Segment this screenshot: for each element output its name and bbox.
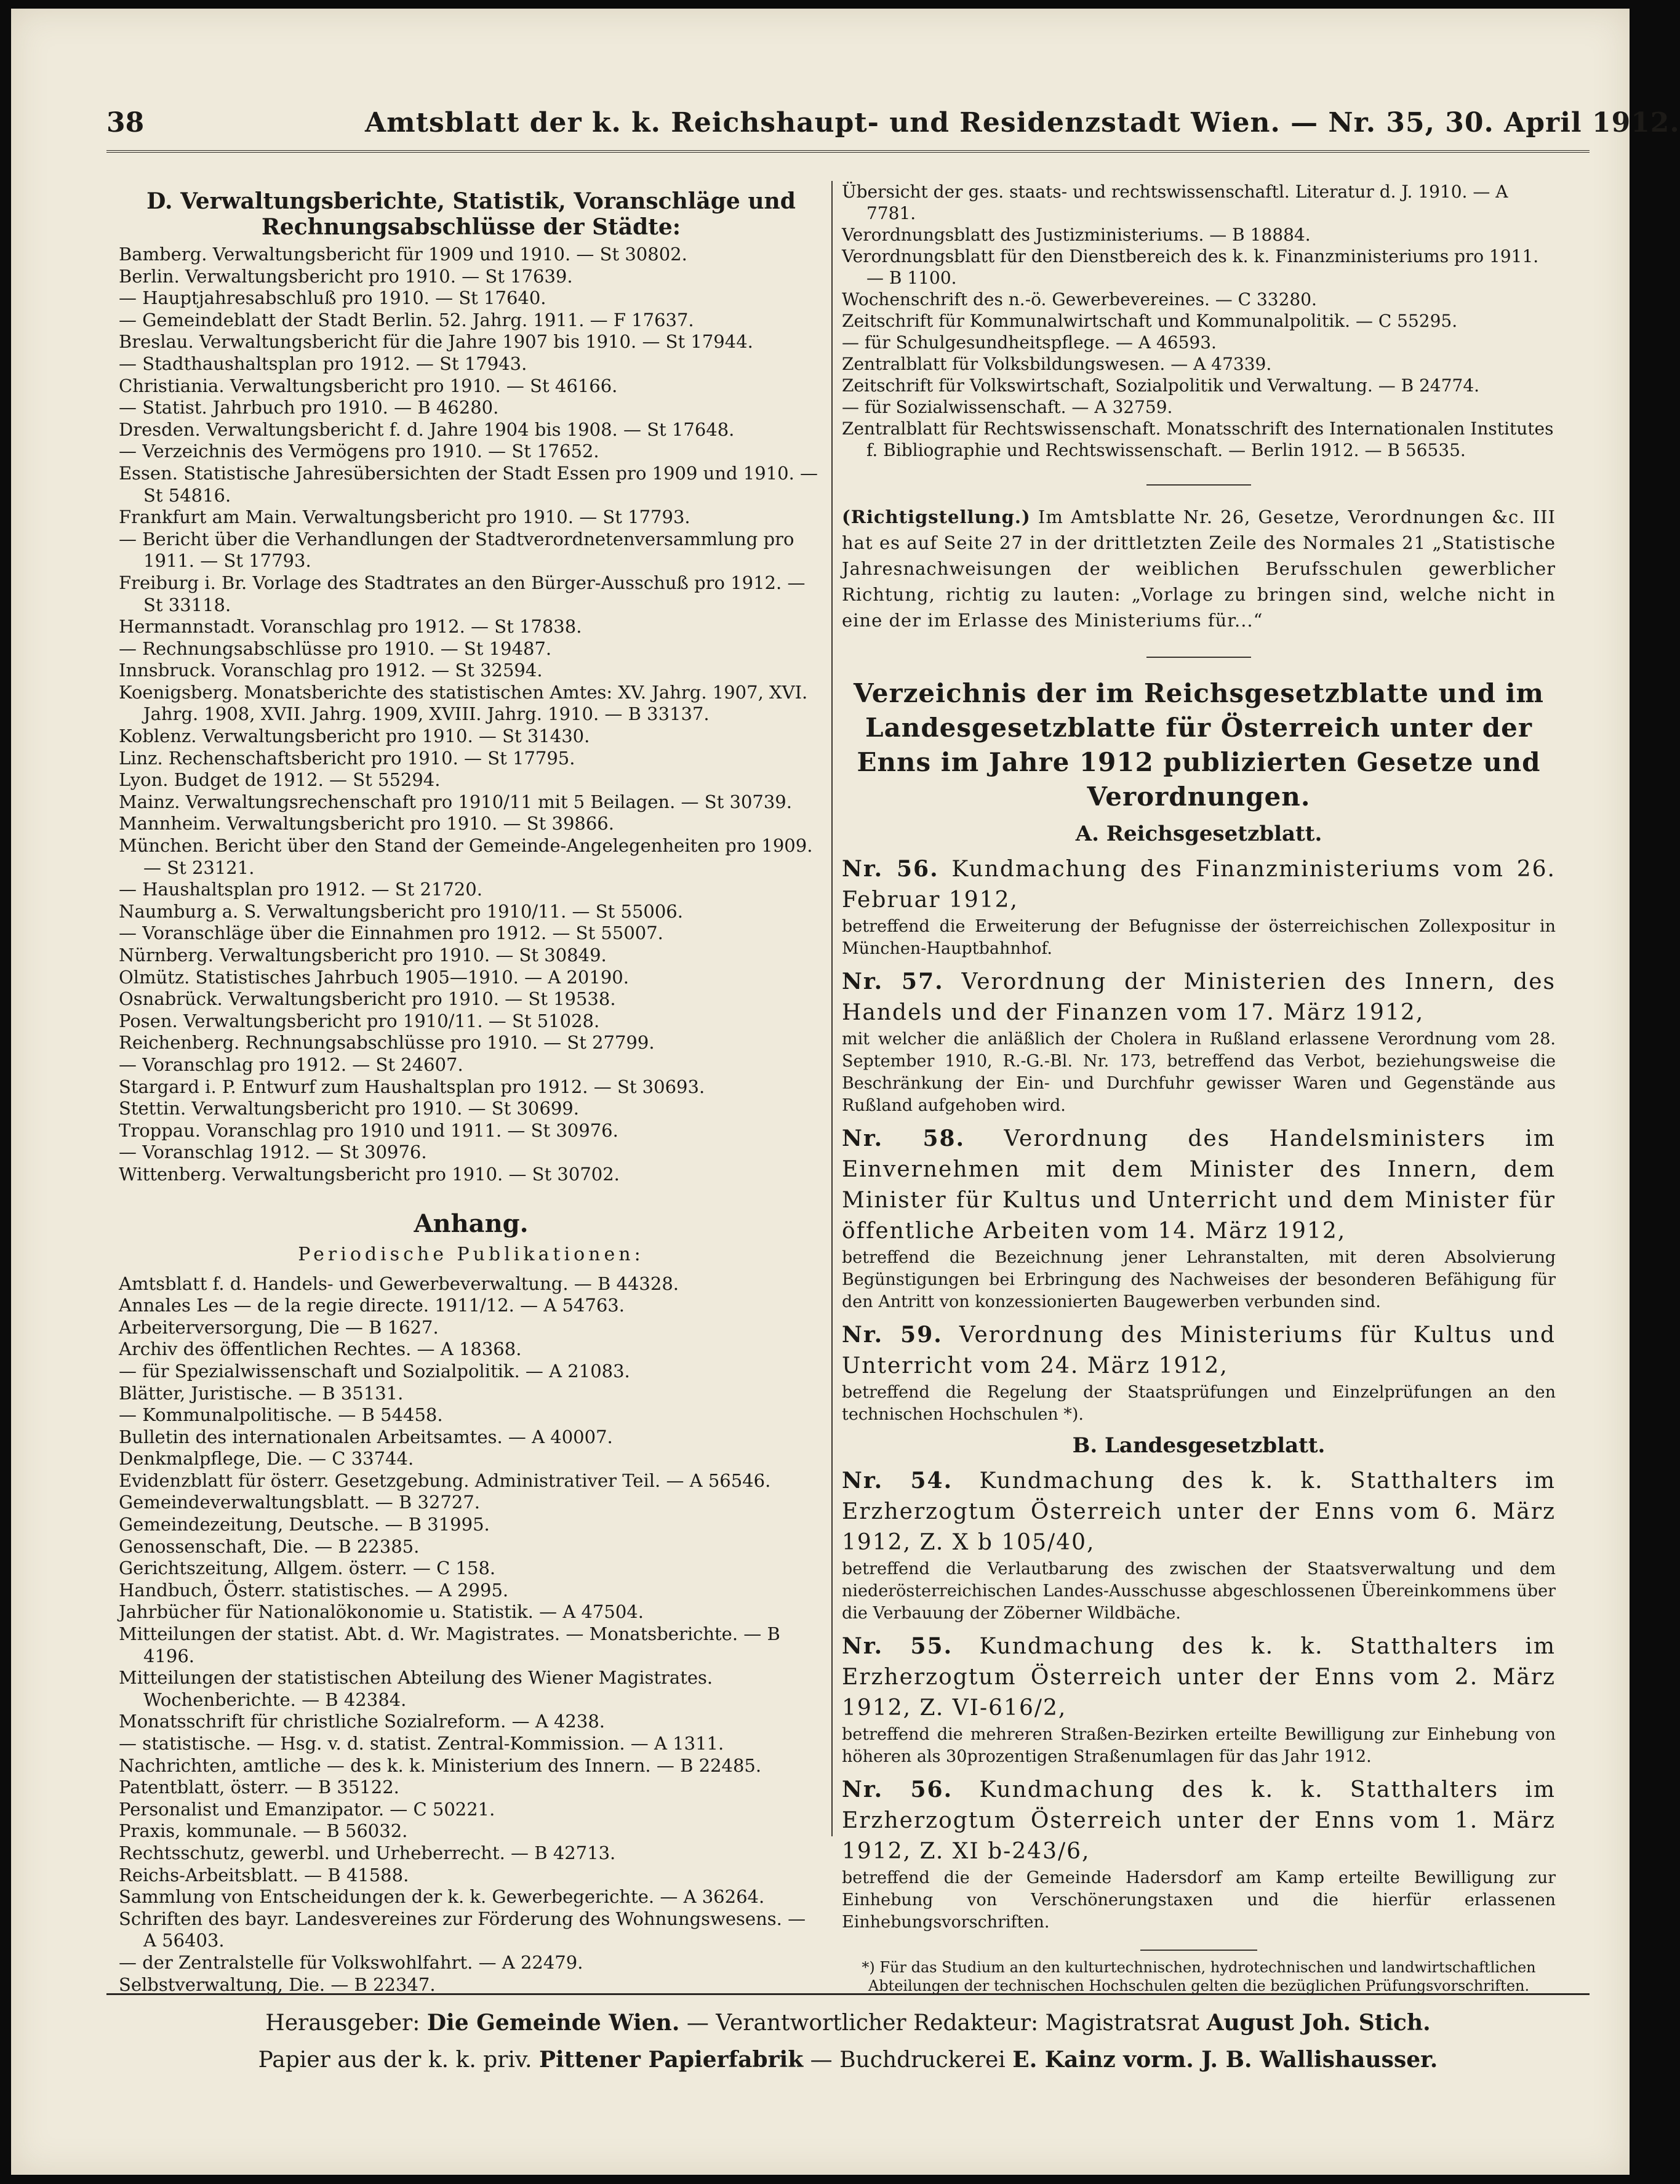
law-number: Nr. 59. bbox=[842, 1322, 943, 1348]
list-item: Verordnungsblatt für den Dienstbereich des k. k. Finanzministeriums pro 1911. — B 1100. bbox=[842, 246, 1539, 288]
list-item: — Hauptjahresabschluß pro 1910. — St 17640. bbox=[119, 287, 546, 309]
list-item: Selbstverwaltung, Die. — B 22347. bbox=[119, 1974, 436, 1995]
law-heading bbox=[842, 1123, 1556, 1247]
list-item: Bamberg. Verwaltungsbericht für 1909 und 1910. — St 30802. bbox=[119, 244, 687, 265]
footer-printer: E. Kainz vorm. J. B. Wallishausser. bbox=[1012, 2047, 1438, 2073]
list-item: Hermannstadt. Voranschlag pro 1912. — St 17838. bbox=[119, 616, 582, 638]
list-item: — Verzeichnis des Vermögens pro 1910. — St 17652. bbox=[119, 441, 599, 462]
list-item: Zeitschrift für Volkswirtschaft, Sozialpolitik und Verwaltung. — B 24774. bbox=[842, 375, 1480, 396]
footer-paper-mill: Pittener Papierfabrik bbox=[538, 2047, 804, 2073]
law-entry bbox=[842, 1774, 1556, 1934]
list-item: Dresden. Verwaltungsbericht f. d. Jahre 1904 bis 1908. — St 17648. bbox=[119, 418, 735, 440]
law-entry bbox=[842, 1319, 1556, 1426]
law-number: Nr. 57. bbox=[842, 969, 944, 994]
list-item: — Voranschläge über die Einnahmen pro 1912. — St 55007. bbox=[119, 922, 663, 944]
law-entry bbox=[842, 1631, 1556, 1768]
list-item: — Statist. Jahrbuch pro 1910. — B 46280. bbox=[119, 397, 499, 418]
landesgesetzblatt-list bbox=[842, 1465, 1556, 1934]
law-heading bbox=[842, 1319, 1556, 1382]
correction-text: Im Amtsblatte Nr. 26, Gesetze, Verordnungen &c. III hat es auf Seite 27 in der drittletzten Zeile des Normales 21 „Statistische Jahresnachweisungen der weiblichen Berufsschulen gewerblicher Richtung, richtig zu lauten: „Vorlage zu bringen sind, welche nicht in eine der im Erlasse des Ministeriums für...“ bbox=[842, 506, 1556, 631]
list-item: Annales Les — de la regie directe. 1911/12. — A 54763. bbox=[119, 1295, 625, 1316]
list-item: Übersicht der ges. staats- und rechtswissenschaftl. Literatur d. J. 1910. — A 7781. bbox=[842, 182, 1508, 223]
law-title: Verordnung der Ministerien des Innern, des Handels und der Finanzen vom 17. März 1912, bbox=[842, 969, 1556, 1025]
list-item: Wochenschrift des n.-ö. Gewerbevereines. — C 33280. bbox=[842, 289, 1317, 310]
law-register-title: Verzeichnis der im Reichsgesetzblatte und im Landesgesetzblatte für Österreich unter der Enns im Jahre 1912 publizierten Gesetze und Verordnungen. bbox=[853, 678, 1544, 812]
list-item: Breslau. Verwaltungsbericht für die Jahre 1907 bis 1910. — St 17944. bbox=[119, 331, 753, 353]
list-item: Stettin. Verwaltungsbericht pro 1910. — St 30699. bbox=[119, 1098, 579, 1119]
list-item: Amtsblatt f. d. Handels- und Gewerbeverwaltung. — B 44328. bbox=[119, 1273, 679, 1294]
reichsgesetzblatt-list bbox=[842, 854, 1556, 1426]
list-item: — Stadthaushaltsplan pro 1912. — St 17943. bbox=[119, 353, 527, 374]
law-detail: mit welcher die anläßlich der Cholera in Rußland erlassene Verordnung vom 28. September 1910, R.-G.-Bl. Nr. 173, betreffend das Verbot, beziehungsweise die Beschränkung der Ein- und Durchfuhr gewisser Waren und Gegenstände aus Rußland aufgehoben wird. bbox=[842, 1030, 1556, 1115]
list-item: München. Bericht über den Stand der Gemeinde-Angelegenheiten pro 1909. — St 23121. bbox=[119, 835, 813, 878]
list-item: Mannheim. Verwaltungsbericht pro 1910. — St 39866. bbox=[119, 813, 614, 834]
list-item: — Bericht über die Verhandlungen der Stadtverordnetenversammlung pro 1911. — St 17793. bbox=[119, 528, 794, 572]
list-item: Wittenberg. Verwaltungsbericht pro 1910. — St 30702. bbox=[119, 1163, 620, 1185]
law-entry bbox=[842, 1123, 1556, 1313]
list-item: Freiburg i. Br. Vorlage des Stadtrates an den Bürger-Ausschuß pro 1912. — St 33118. bbox=[119, 572, 806, 615]
list-item: Nürnberg. Verwaltungsbericht pro 1910. — St 30849. bbox=[119, 945, 607, 966]
list-item: Mitteilungen der statist. Abt. d. Wr. Magistrates. — Monatsberichte. — B 4196. bbox=[119, 1623, 780, 1666]
list-item: — statistische. — Hsg. v. d. statist. Zentral-Kommission. — A 1311. bbox=[119, 1733, 724, 1754]
list-item: Zeitschrift für Kommunalwirtschaft und Kommunalpolitik. — C 55295. bbox=[842, 311, 1458, 331]
list-item: Denkmalpflege, Die. — C 33744. bbox=[119, 1448, 414, 1470]
list-item: — Gemeindeblatt der Stadt Berlin. 52. Jahrg. 1911. — F 17637. bbox=[119, 309, 694, 330]
left-column bbox=[119, 181, 823, 1995]
list-item: Stargard i. P. Entwurf zum Haushaltsplan pro 1912. — St 30693. bbox=[119, 1076, 705, 1097]
law-detail: betreffend die Verlautbarung des zwischen der Staatsverwaltung und dem niederösterreichischen Landes-Ausschusse abgeschlossenen Übereinkommens über die Verbauung der Zöberner Wildbäche. bbox=[842, 1559, 1556, 1623]
list-item: — Voranschlag pro 1912. — St 24607. bbox=[119, 1054, 463, 1075]
list-item: Evidenzblatt für österr. Gesetzgebung. Administrativer Teil. — A 56546. bbox=[119, 1470, 771, 1491]
law-number: Nr. 55. bbox=[842, 1633, 953, 1659]
law-heading bbox=[842, 854, 1556, 916]
list-item: Koenigsberg. Monatsberichte des statistischen Amtes: XV. Jahrg. 1907, XVI. Jahrg. 1908, XVII. Jahrg. 1909, XVIII. Jahrg. 1910. — B 33137. bbox=[119, 681, 808, 725]
list-item: Patentblatt, österr. — B 35122. bbox=[119, 1777, 399, 1798]
list-item: Innsbruck. Voranschlag pro 1912. — St 32594. bbox=[119, 660, 543, 681]
footer-printer-prefix: — Buchdruckerei bbox=[810, 2047, 1006, 2073]
separator-rule bbox=[1146, 484, 1251, 486]
law-number: Nr. 56. bbox=[842, 1777, 953, 1802]
list-item: Handbuch, Österr. statistisches. — A 2995. bbox=[119, 1579, 509, 1601]
list-item: — Kommunalpolitische. — B 54458. bbox=[119, 1404, 443, 1426]
list-item: Reichs-Arbeitsblatt. — B 41588. bbox=[119, 1864, 409, 1886]
city-report-list bbox=[119, 244, 823, 1186]
header-rule bbox=[106, 150, 1590, 153]
list-item: Gemeindezeitung, Deutsche. — B 31995. bbox=[119, 1514, 490, 1535]
list-item: Genossenschaft, Die. — B 22385. bbox=[119, 1535, 420, 1557]
law-detail: betreffend die Erweiterung der Befugnisse der österreichischen Zollexpositur in München-Hauptbahnhof. bbox=[842, 917, 1556, 958]
law-entry bbox=[842, 854, 1556, 960]
law-title: Verordnung des Ministeriums für Kultus und Unterricht vom 24. März 1912, bbox=[842, 1322, 1556, 1378]
law-number: Nr. 58. bbox=[842, 1126, 966, 1151]
footer-rule bbox=[106, 1993, 1590, 1995]
law-heading bbox=[842, 1465, 1556, 1558]
list-item: Reichenberg. Rechnungsabschlüsse pro 1910. — St 27799. bbox=[119, 1032, 655, 1054]
periodicals-list-continued bbox=[842, 181, 1556, 461]
list-item: Blätter, Juristische. — B 35131. bbox=[119, 1382, 404, 1404]
law-number: Nr. 56. bbox=[842, 856, 939, 882]
list-item: Linz. Rechenschaftsbericht pro 1910. — St 17795. bbox=[119, 747, 575, 769]
section-a-heading: A. Reichsgesetzblatt. bbox=[1075, 822, 1322, 846]
list-item: Frankfurt am Main. Verwaltungsbericht pro 1910. — St 17793. bbox=[119, 506, 690, 528]
correction-lead: (Richtigstellung.) bbox=[842, 506, 1031, 527]
footer-publisher: Die Gemeinde Wien. bbox=[426, 2010, 680, 2036]
footnote-rule bbox=[1140, 1950, 1257, 1951]
list-item: Personalist und Emanzipator. — C 50221. bbox=[119, 1798, 495, 1820]
list-item: Troppau. Voranschlag pro 1910 und 1911. — St 30976. bbox=[119, 1119, 618, 1141]
correction-notice bbox=[842, 504, 1556, 633]
list-item: Mitteilungen der statistischen Abteilung des Wiener Magistrates. Wochenberichte. — B 42384. bbox=[119, 1667, 713, 1710]
list-item: Koblenz. Verwaltungsbericht pro 1910. — St 31430. bbox=[119, 726, 590, 747]
page-number: 38 bbox=[106, 107, 145, 138]
list-item: Sammlung von Entscheidungen der k. k. Gewerbegerichte. — A 36264. bbox=[119, 1886, 765, 1908]
list-item: — Haushaltsplan pro 1912. — St 21720. bbox=[119, 879, 482, 900]
list-item: Arbeiterversorgung, Die — B 1627. bbox=[119, 1316, 439, 1338]
list-item: — für Sozialwissenschaft. — A 32759. bbox=[842, 397, 1173, 417]
list-item: Zentralblatt für Volksbildungswesen. — A 47339. bbox=[842, 354, 1272, 374]
list-item: Posen. Verwaltungsbericht pro 1910/11. — St 51028. bbox=[119, 1010, 600, 1031]
list-item: Naumburg a. S. Verwaltungsbericht pro 1910/11. — St 55006. bbox=[119, 900, 683, 922]
list-item: Nachrichten, amtliche — des k. k. Ministerium des Innern. — B 22485. bbox=[119, 1754, 762, 1776]
list-item: Gerichtszeitung, Allgem. österr. — C 158. bbox=[119, 1558, 496, 1579]
list-item: Verordnungsblatt des Justizministeriums. — B 18884. bbox=[842, 225, 1311, 245]
list-item: Mainz. Verwaltungsrechenschaft pro 1910/11 mit 5 Beilagen. — St 30739. bbox=[119, 791, 792, 812]
law-detail: betreffend die der Gemeinde Hadersdorf am Kamp erteilte Bewilligung zur Einhebung von Verschönerungstaxen und die hierfür erlassenen Einhebungsvorschriften. bbox=[842, 1868, 1556, 1932]
list-item: — für Schulgesundheitspflege. — A 46593. bbox=[842, 332, 1217, 353]
law-title: Kundmachung des k. k. Statthalters im Erzherzogtum Österreich unter der Enns vom 6. März 1912, Z. X b 105/40, bbox=[842, 1468, 1556, 1555]
list-item: Christiania. Verwaltungsbericht pro 1910. — St 46166. bbox=[119, 375, 618, 396]
page-header bbox=[106, 101, 1680, 156]
list-item: Gemeindeverwaltungsblatt. — B 32727. bbox=[119, 1492, 481, 1513]
footer-editor-prefix: — Verantwortlicher Redakteur: Magistratsrat bbox=[686, 2010, 1200, 2036]
law-heading bbox=[842, 966, 1556, 1028]
list-item: Monatsschrift für christliche Sozialreform. — A 4238. bbox=[119, 1711, 605, 1732]
law-heading bbox=[842, 1631, 1556, 1724]
list-item: Olmütz. Statistisches Jahrbuch 1905—1910. — A 20190. bbox=[119, 966, 629, 988]
list-item: Berlin. Verwaltungsbericht pro 1910. — St 17639. bbox=[119, 265, 573, 287]
list-item: Archiv des öffentlichen Rechtes. — A 18368. bbox=[119, 1338, 522, 1360]
law-entry bbox=[842, 1465, 1556, 1625]
footer-editor: August Joh. Stich. bbox=[1206, 2010, 1431, 2036]
list-item: — für Spezialwissenschaft und Sozialpolitik. — A 21083. bbox=[119, 1360, 630, 1382]
column-divider bbox=[831, 181, 833, 1836]
law-detail: betreffend die Bezeichnung jener Lehranstalten, mit deren Absolvierung Begünstigungen bei Erbringung des Nachweises der besonderen Befähigung für den Antritt von konzessionierten Baugewerben verbunden sind. bbox=[842, 1248, 1556, 1311]
law-title: Kundmachung des Finanzministeriums vom 26. Februar 1912, bbox=[842, 857, 1556, 913]
list-item: — Voranschlag 1912. — St 30976. bbox=[119, 1142, 427, 1163]
footer-paper-prefix: Papier aus der k. k. priv. bbox=[258, 2047, 532, 2073]
law-detail: betreffend die Regelung der Staatsprüfungen und Einzelprüfungen an den technischen Hochschulen *). bbox=[842, 1383, 1556, 1424]
law-title: Kundmachung des k. k. Statthalters im Erzherzogtum Österreich unter der Enns vom 2. März 1912, Z. VI-616/2, bbox=[842, 1634, 1556, 1721]
newspaper-page bbox=[11, 9, 1680, 2175]
list-item: Rechtsschutz, gewerbl. und Urheberrecht. — B 42713. bbox=[119, 1842, 616, 1863]
anhang-title: Anhang. bbox=[414, 1209, 529, 1238]
right-column bbox=[842, 181, 1556, 1994]
list-item: Osnabrück. Verwaltungsbericht pro 1910. — St 19538. bbox=[119, 988, 616, 1010]
law-detail: betreffend die mehreren Straßen-Bezirken erteilte Bewilligung zur Einhebung von höheren als 30prozentigen Straßenumlagen für das Jahr 1912. bbox=[842, 1725, 1556, 1766]
periodicals-list bbox=[119, 1273, 823, 1996]
law-title: Kundmachung des k. k. Statthalters im Erzherzogtum Österreich unter der Enns vom 1. März 1912, Z. XI b-243/6, bbox=[842, 1777, 1556, 1864]
list-item: Schriften des bayr. Landesvereines zur Förderung des Wohnungswesens. — A 56403. bbox=[119, 1908, 806, 1951]
footer-publisher-prefix: Herausgeber: bbox=[265, 2010, 420, 2036]
list-item: Jahrbücher für Nationalökonomie u. Statistik. — A 47504. bbox=[119, 1601, 644, 1623]
list-item: — der Zentralstelle für Volkswohlfahrt. — A 22479. bbox=[119, 1951, 583, 1973]
list-item: Lyon. Budget de 1912. — St 55294. bbox=[119, 769, 441, 791]
list-item: — Rechnungsabschlüsse pro 1910. — St 19487. bbox=[119, 638, 552, 659]
footnote: *) Für das Studium an den kulturtechnischen, hydrotechnischen und landwirtschaftlichen Abteilungen der technischen Hochschulen gelten die bezüglichen Prüfungsvorschriften. bbox=[862, 1959, 1536, 1994]
law-heading bbox=[842, 1774, 1556, 1867]
footer-publisher-line bbox=[106, 2009, 1590, 2038]
list-item: Zentralblatt für Rechtswissenschaft. Monatsschrift des Internationalen Institutes f. Bibliographie und Rechtswissenschaft. — Berlin 1912. — B 56535. bbox=[842, 418, 1554, 460]
section-b-heading: B. Landesgesetzblatt. bbox=[1072, 1433, 1326, 1458]
anhang-subtitle: Periodische Publikationen: bbox=[298, 1243, 644, 1265]
law-number: Nr. 54. bbox=[842, 1468, 953, 1494]
masthead-title: Amtsblatt der k. k. Reichshaupt- und Residenzstadt Wien. — Nr. 35, 30. April 1912. bbox=[365, 107, 1680, 138]
list-item: Essen. Statistische Jahresübersichten der Stadt Essen pro 1909 und 1910. — St 54816. bbox=[119, 462, 818, 506]
law-title: Verordnung des Handelsministers im Einvernehmen mit dem Minister des Innern, dem Minister für Kultus und Unterricht und dem Minister für öffentliche Arbeiten vom 14. März 1912, bbox=[842, 1126, 1556, 1244]
list-item: Bulletin des internationalen Arbeitsamtes. — A 40007. bbox=[119, 1426, 613, 1447]
law-entry bbox=[842, 966, 1556, 1117]
footer-printer-line bbox=[106, 2046, 1590, 2074]
separator-rule bbox=[1146, 657, 1251, 658]
list-item: Praxis, kommunale. — B 56032. bbox=[119, 1820, 408, 1842]
section-d-title: D. Verwaltungsberichte, Statistik, Voranschläge und Rechnungsabschlüsse der Städte: bbox=[146, 188, 796, 240]
